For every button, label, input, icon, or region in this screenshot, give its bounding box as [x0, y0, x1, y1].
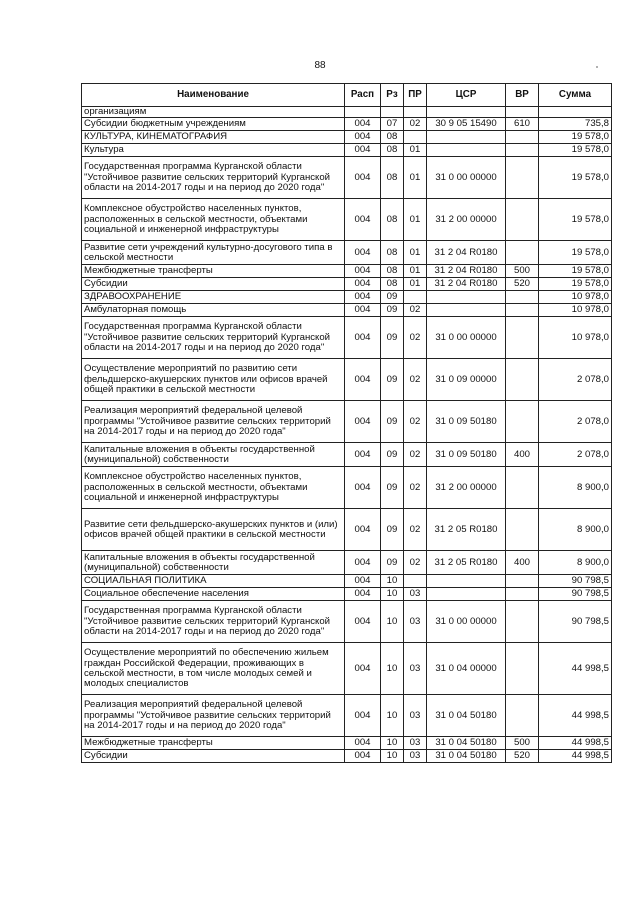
cell-name: организациям	[82, 107, 345, 118]
cell-rasp: 004	[345, 291, 381, 304]
cell-rasp: 004	[345, 131, 381, 144]
cell-name: Субсидии	[82, 278, 345, 291]
cell-sum: 90 798,5	[539, 588, 612, 601]
cell-vr	[506, 509, 539, 551]
cell-pr: 01	[404, 199, 427, 241]
cell-rasp: 004	[345, 737, 381, 750]
cell-rasp: 004	[345, 588, 381, 601]
cell-rz: 09	[381, 291, 404, 304]
table-row	[82, 278, 612, 291]
cell-sum: 2 078,0	[539, 443, 612, 467]
cell-rz: 10	[381, 750, 404, 763]
cell-sum: 44 998,5	[539, 750, 612, 763]
table-row	[82, 643, 612, 695]
header-csr: ЦСР	[427, 84, 506, 107]
cell-rz: 09	[381, 443, 404, 467]
cell-rz: 09	[381, 551, 404, 575]
cell-rasp: 004	[345, 443, 381, 467]
cell-rasp: 004	[345, 359, 381, 401]
cell-sum: 19 578,0	[539, 278, 612, 291]
cell-name: Межбюджетные трансферты	[82, 737, 345, 750]
cell-rz: 09	[381, 401, 404, 443]
table-row	[82, 601, 612, 643]
cell-vr	[506, 131, 539, 144]
cell-csr	[427, 575, 506, 588]
cell-rasp: 004	[345, 551, 381, 575]
cell-csr: 31 2 05 R0180	[427, 509, 506, 551]
cell-pr: 01	[404, 241, 427, 265]
cell-sum: 19 578,0	[539, 157, 612, 199]
cell-name: КУЛЬТУРА, КИНЕМАТОГРАФИЯ	[82, 131, 345, 144]
cell-csr	[427, 107, 506, 118]
cell-sum: 10 978,0	[539, 317, 612, 359]
cell-sum: 8 900,0	[539, 551, 612, 575]
table-row	[82, 304, 612, 317]
cell-csr: 31 0 00 00000	[427, 601, 506, 643]
table-row	[82, 575, 612, 588]
header-rz: Рз	[381, 84, 404, 107]
cell-vr	[506, 304, 539, 317]
cell-rasp: 004	[345, 509, 381, 551]
cell-sum: 10 978,0	[539, 304, 612, 317]
cell-rasp: 004	[345, 643, 381, 695]
table-row	[82, 401, 612, 443]
cell-csr: 31 0 04 50180	[427, 737, 506, 750]
cell-rasp: 004	[345, 401, 381, 443]
cell-name: Социальное обеспечение населения	[82, 588, 345, 601]
table-row	[82, 551, 612, 575]
cell-csr	[427, 588, 506, 601]
table-row	[82, 118, 612, 131]
table-row	[82, 588, 612, 601]
cell-sum: 2 078,0	[539, 359, 612, 401]
cell-name: Государственная программа Курганской области "Устойчивое развитие сельских территорий Курганской области на 2014-2017 годы и на период до 2020 года"	[82, 601, 345, 643]
cell-rasp: 004	[345, 601, 381, 643]
cell-pr: 02	[404, 509, 427, 551]
cell-rasp	[345, 107, 381, 118]
cell-pr: 03	[404, 695, 427, 737]
cell-rasp: 004	[345, 278, 381, 291]
table-row	[82, 265, 612, 278]
header-name: Наименование	[82, 84, 345, 107]
table-row	[82, 737, 612, 750]
header-rasp: Расп	[345, 84, 381, 107]
cell-sum: 19 578,0	[539, 241, 612, 265]
cell-rasp: 004	[345, 575, 381, 588]
cell-pr: 02	[404, 443, 427, 467]
cell-name: Развитие сети фельдшерско-акушерских пунктов и (или) офисов врачей общей практики в сельской местности	[82, 509, 345, 551]
cell-rz: 08	[381, 131, 404, 144]
cell-rz	[381, 107, 404, 118]
cell-name: Комплексное обустройство населенных пунктов, расположенных в сельской местности, объектами социальной и инженерной инфраструктуры	[82, 199, 345, 241]
cell-vr	[506, 241, 539, 265]
page-number: 88	[314, 60, 326, 71]
cell-name: Амбулаторная помощь	[82, 304, 345, 317]
cell-rz: 10	[381, 601, 404, 643]
cell-rz: 09	[381, 304, 404, 317]
table-row	[82, 144, 612, 157]
table-row	[82, 695, 612, 737]
cell-vr	[506, 317, 539, 359]
cell-rz: 09	[381, 509, 404, 551]
cell-sum: 44 998,5	[539, 643, 612, 695]
cell-pr: 02	[404, 401, 427, 443]
cell-sum: 8 900,0	[539, 467, 612, 509]
cell-vr: 500	[506, 265, 539, 278]
cell-rz: 08	[381, 265, 404, 278]
cell-vr	[506, 695, 539, 737]
cell-csr: 31 0 09 00000	[427, 359, 506, 401]
cell-name: Осуществление мероприятий по развитию сети фельдшерско-акушерских пунктов или офисов врачей общей практики в сельской местности	[82, 359, 345, 401]
cell-rz: 09	[381, 359, 404, 401]
cell-name: Государственная программа Курганской области "Устойчивое развитие сельских территорий Курганской области на 2014-2017 годы и на период до 2020 года"	[82, 317, 345, 359]
cell-rasp: 004	[345, 144, 381, 157]
cell-sum: 8 900,0	[539, 509, 612, 551]
cell-vr	[506, 199, 539, 241]
cell-name: Развитие сети учреждений культурно-досугового типа в сельской местности	[82, 241, 345, 265]
cell-vr	[506, 359, 539, 401]
cell-rz: 10	[381, 588, 404, 601]
cell-name: Осуществление мероприятий по обеспечению жильем граждан Российской Федерации, проживающих в сельской местности, в том числе молодых семей и молодых специалистов	[82, 643, 345, 695]
cell-pr: 03	[404, 643, 427, 695]
table-row	[82, 467, 612, 509]
cell-name: Субсидии бюджетным учреждениям	[82, 118, 345, 131]
table-row	[82, 443, 612, 467]
cell-pr: 03	[404, 737, 427, 750]
cell-sum: 19 578,0	[539, 144, 612, 157]
cell-csr	[427, 131, 506, 144]
cell-pr	[404, 291, 427, 304]
cell-rz: 08	[381, 157, 404, 199]
cell-pr	[404, 575, 427, 588]
cell-vr	[506, 467, 539, 509]
cell-rz: 10	[381, 643, 404, 695]
cell-rasp: 004	[345, 467, 381, 509]
cell-rz: 08	[381, 241, 404, 265]
cell-vr	[506, 144, 539, 157]
cell-csr: 31 0 04 00000	[427, 643, 506, 695]
cell-sum: 19 578,0	[539, 265, 612, 278]
cell-csr: 31 2 04 R0180	[427, 241, 506, 265]
cell-name: Реализация мероприятий федеральной целевой программы "Устойчивое развитие сельских территорий на 2014-2017 годы и на период до 2020 года"	[82, 401, 345, 443]
cell-vr: 610	[506, 118, 539, 131]
cell-csr: 31 0 04 50180	[427, 695, 506, 737]
cell-csr: 31 2 00 00000	[427, 199, 506, 241]
header-sum: Сумма	[539, 84, 612, 107]
cell-rz: 10	[381, 695, 404, 737]
cell-vr	[506, 291, 539, 304]
scan-dot	[596, 66, 598, 68]
table-row	[82, 131, 612, 144]
cell-csr	[427, 144, 506, 157]
cell-sum	[539, 107, 612, 118]
cell-vr	[506, 575, 539, 588]
cell-rasp: 004	[345, 695, 381, 737]
cell-csr: 30 9 05 15490	[427, 118, 506, 131]
cell-pr: 02	[404, 467, 427, 509]
cell-pr	[404, 131, 427, 144]
cell-pr: 02	[404, 359, 427, 401]
cell-rasp: 004	[345, 304, 381, 317]
cell-pr: 02	[404, 551, 427, 575]
cell-csr: 31 2 00 00000	[427, 467, 506, 509]
cell-name: СОЦИАЛЬНАЯ ПОЛИТИКА	[82, 575, 345, 588]
table-row	[82, 291, 612, 304]
cell-pr	[404, 107, 427, 118]
cell-pr: 02	[404, 317, 427, 359]
cell-name: Капитальные вложения в объекты государственной (муниципальной) собственности	[82, 443, 345, 467]
cell-csr: 31 2 04 R0180	[427, 278, 506, 291]
cell-csr	[427, 291, 506, 304]
cell-name: Капитальные вложения в объекты государственной (муниципальной) собственности	[82, 551, 345, 575]
cell-csr: 31 0 09 50180	[427, 443, 506, 467]
cell-vr: 520	[506, 278, 539, 291]
cell-pr: 03	[404, 601, 427, 643]
cell-rasp: 004	[345, 317, 381, 359]
cell-sum: 19 578,0	[539, 131, 612, 144]
cell-name: Межбюджетные трансферты	[82, 265, 345, 278]
cell-name: Субсидии	[82, 750, 345, 763]
table-row	[82, 199, 612, 241]
table-row	[82, 750, 612, 763]
cell-csr: 31 0 00 00000	[427, 317, 506, 359]
budget-table	[81, 83, 612, 763]
cell-sum: 735,8	[539, 118, 612, 131]
cell-rasp: 004	[345, 750, 381, 763]
cell-name: Культура	[82, 144, 345, 157]
cell-rasp: 004	[345, 241, 381, 265]
cell-csr: 31 0 04 50180	[427, 750, 506, 763]
cell-sum: 2 078,0	[539, 401, 612, 443]
cell-rz: 08	[381, 199, 404, 241]
cell-vr: 500	[506, 737, 539, 750]
cell-vr	[506, 643, 539, 695]
table-row	[82, 107, 612, 118]
table-row	[82, 157, 612, 199]
cell-sum: 44 998,5	[539, 695, 612, 737]
table-row	[82, 317, 612, 359]
cell-pr: 01	[404, 278, 427, 291]
cell-rz: 08	[381, 144, 404, 157]
cell-csr: 31 0 00 00000	[427, 157, 506, 199]
cell-pr: 01	[404, 157, 427, 199]
cell-name: Реализация мероприятий федеральной целевой программы "Устойчивое развитие сельских территорий на 2014-2017 годы и на период до 2020 года"	[82, 695, 345, 737]
cell-vr	[506, 601, 539, 643]
cell-vr	[506, 401, 539, 443]
cell-rz: 09	[381, 317, 404, 359]
cell-name: Комплексное обустройство населенных пунктов, расположенных в сельской местности, объектами социальной и инженерной инфраструктуры	[82, 467, 345, 509]
cell-vr: 400	[506, 443, 539, 467]
cell-rz: 07	[381, 118, 404, 131]
cell-rasp: 004	[345, 265, 381, 278]
cell-vr	[506, 588, 539, 601]
cell-rz: 10	[381, 575, 404, 588]
cell-vr	[506, 107, 539, 118]
cell-name: Государственная программа Курганской области "Устойчивое развитие сельских территорий Курганской области на 2014-2017 годы и на период до 2020 года"	[82, 157, 345, 199]
cell-pr: 03	[404, 588, 427, 601]
cell-name: ЗДРАВООХРАНЕНИЕ	[82, 291, 345, 304]
cell-pr: 03	[404, 750, 427, 763]
cell-rasp: 004	[345, 118, 381, 131]
cell-pr: 02	[404, 118, 427, 131]
header-vr: ВР	[506, 84, 539, 107]
cell-pr: 02	[404, 304, 427, 317]
cell-vr: 520	[506, 750, 539, 763]
cell-rasp: 004	[345, 157, 381, 199]
cell-vr	[506, 157, 539, 199]
cell-sum: 19 578,0	[539, 199, 612, 241]
cell-sum: 90 798,5	[539, 575, 612, 588]
cell-sum: 10 978,0	[539, 291, 612, 304]
cell-csr: 31 2 04 R0180	[427, 265, 506, 278]
header-pr: ПР	[404, 84, 427, 107]
cell-rz: 09	[381, 467, 404, 509]
cell-vr: 400	[506, 551, 539, 575]
table-row	[82, 509, 612, 551]
cell-csr	[427, 304, 506, 317]
table-row	[82, 359, 612, 401]
cell-rz: 10	[381, 737, 404, 750]
cell-pr: 01	[404, 144, 427, 157]
cell-pr: 01	[404, 265, 427, 278]
cell-rz: 08	[381, 278, 404, 291]
table-row	[82, 241, 612, 265]
cell-rasp: 004	[345, 199, 381, 241]
cell-csr: 31 2 05 R0180	[427, 551, 506, 575]
cell-sum: 44 998,5	[539, 737, 612, 750]
cell-sum: 90 798,5	[539, 601, 612, 643]
table-header-row	[82, 84, 612, 107]
cell-csr: 31 0 09 50180	[427, 401, 506, 443]
